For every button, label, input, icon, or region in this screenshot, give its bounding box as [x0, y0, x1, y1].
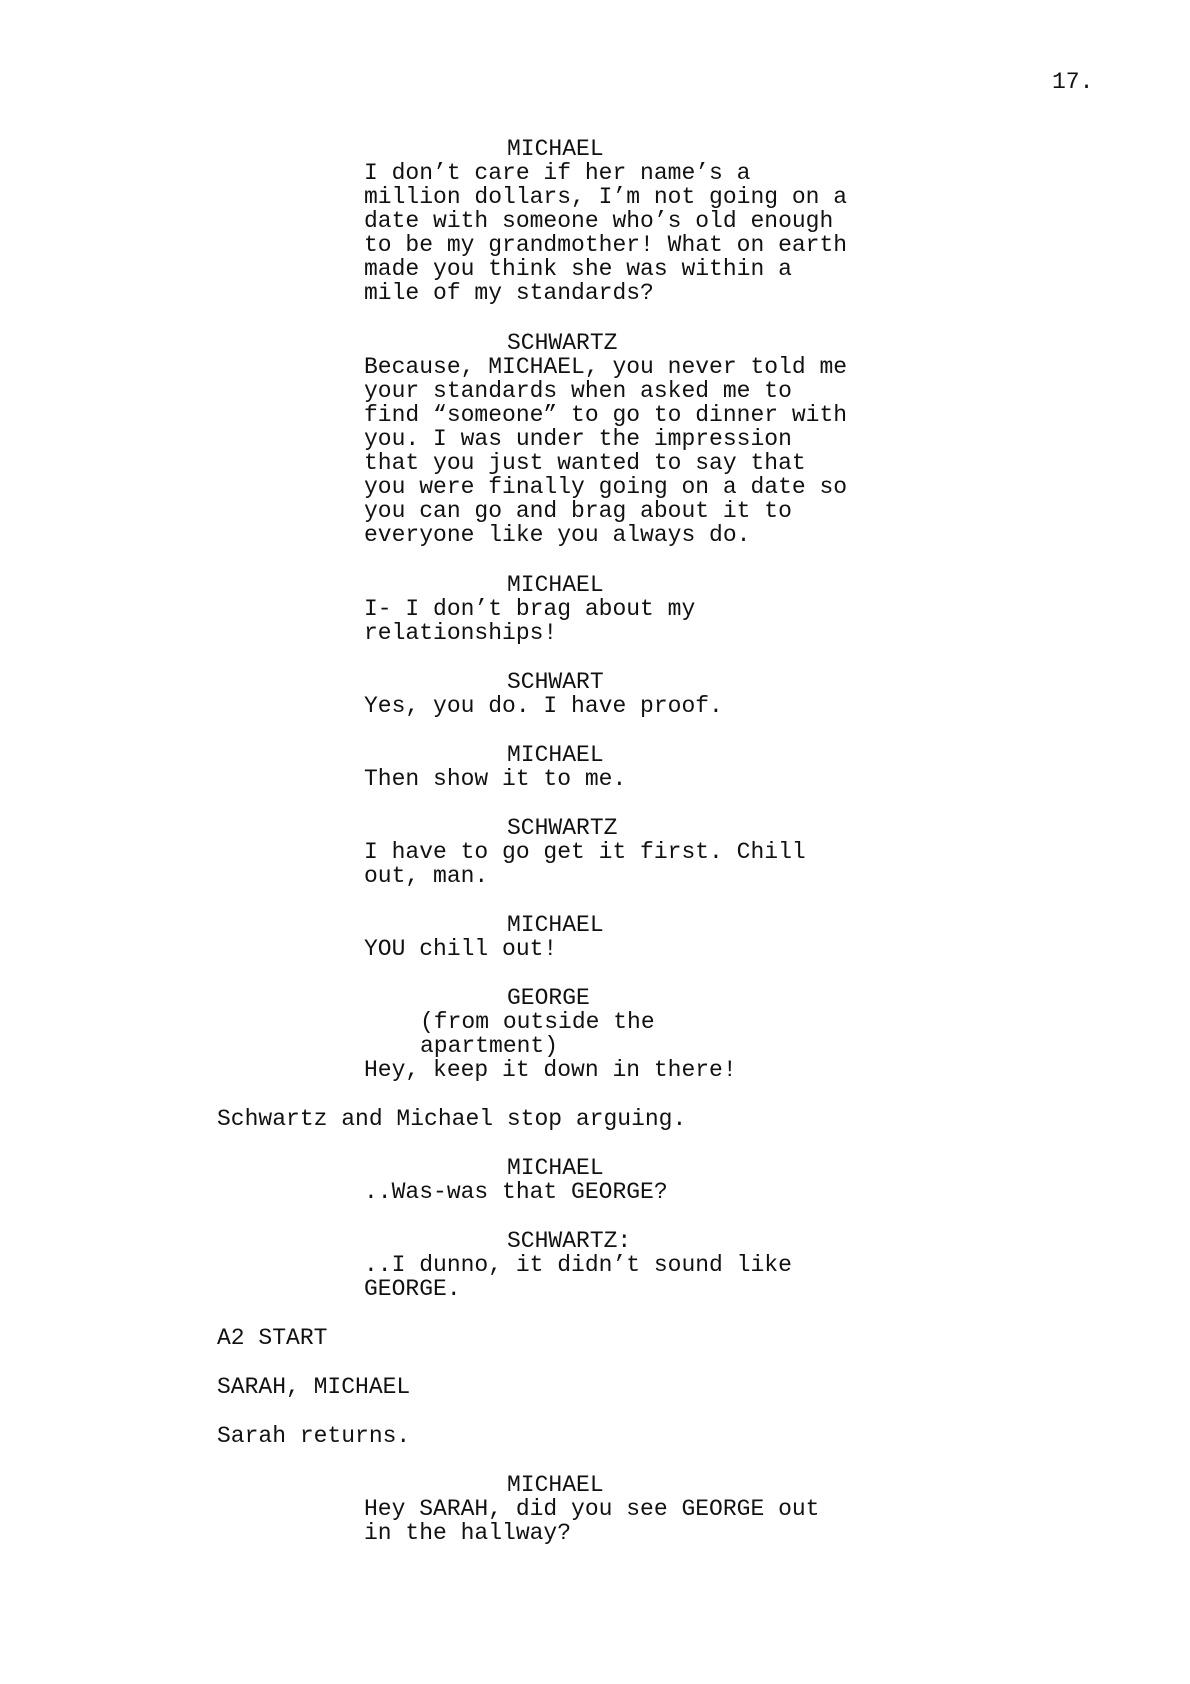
character-name: SCHWARTZ: [507, 330, 618, 356]
character-name: MICHAEL: [507, 572, 604, 598]
dialogue-line: in the hallway?: [364, 1520, 572, 1546]
character-name: MICHAEL: [507, 1472, 604, 1498]
dialogue-line: YOU chill out!: [364, 936, 558, 962]
dialogue-line: find “someone” to go to dinner with: [364, 402, 848, 428]
action-line: SARAH, MICHAEL: [217, 1374, 411, 1400]
dialogue-line: Hey SARAH, did you see GEORGE out: [364, 1496, 820, 1522]
character-name: MICHAEL: [507, 136, 604, 162]
dialogue-line: mile of my standards?: [364, 280, 654, 306]
dialogue-line: Hey, keep it down in there!: [364, 1057, 737, 1083]
dialogue-line: your standards when asked me to: [364, 378, 792, 404]
dialogue-line: I have to go get it first. Chill: [364, 839, 806, 865]
dialogue-line: to be my grandmother! What on earth: [364, 232, 848, 258]
character-name: MICHAEL: [507, 1155, 604, 1181]
dialogue-line: GEORGE.: [364, 1276, 461, 1302]
dialogue-line: relationships!: [364, 620, 558, 646]
action-line: Schwartz and Michael stop arguing.: [217, 1106, 687, 1132]
dialogue-line: that you just wanted to say that: [364, 450, 806, 476]
dialogue-line: Yes, you do. I have proof.: [364, 693, 723, 719]
dialogue-line: everyone like you always do.: [364, 522, 751, 548]
dialogue-line: Because, MICHAEL, you never told me: [364, 354, 848, 380]
dialogue-line: I- I don’t brag about my: [364, 596, 696, 622]
dialogue-line: you. I was under the impression: [364, 426, 792, 452]
dialogue-line: Then show it to me.: [364, 766, 627, 792]
action-line: Sarah returns.: [217, 1423, 411, 1449]
dialogue-line: ..Was-was that GEORGE?: [364, 1179, 668, 1205]
dialogue-line: you were finally going on a date so: [364, 474, 848, 500]
character-name: SCHWART: [507, 669, 604, 695]
parenthetical-line: (from outside the: [420, 1009, 655, 1035]
dialogue-line: date with someone who’s old enough: [364, 208, 834, 234]
character-name: GEORGE: [507, 985, 590, 1011]
dialogue-line: I don’t care if her name’s a: [364, 160, 751, 186]
character-name: MICHAEL: [507, 742, 604, 768]
page-number: 17.: [1052, 69, 1094, 95]
dialogue-line: you can go and brag about it to: [364, 498, 792, 524]
dialogue-line: out, man.: [364, 863, 489, 889]
character-name: MICHAEL: [507, 912, 604, 938]
character-name: SCHWARTZ:: [507, 1228, 632, 1254]
action-line: A2 START: [217, 1325, 328, 1351]
dialogue-line: made you think she was within a: [364, 256, 792, 282]
character-name: SCHWARTZ: [507, 815, 618, 841]
dialogue-line: million dollars, I’m not going on a: [364, 184, 848, 210]
dialogue-line: ..I dunno, it didn’t sound like: [364, 1252, 792, 1278]
parenthetical-line: apartment): [420, 1033, 559, 1059]
